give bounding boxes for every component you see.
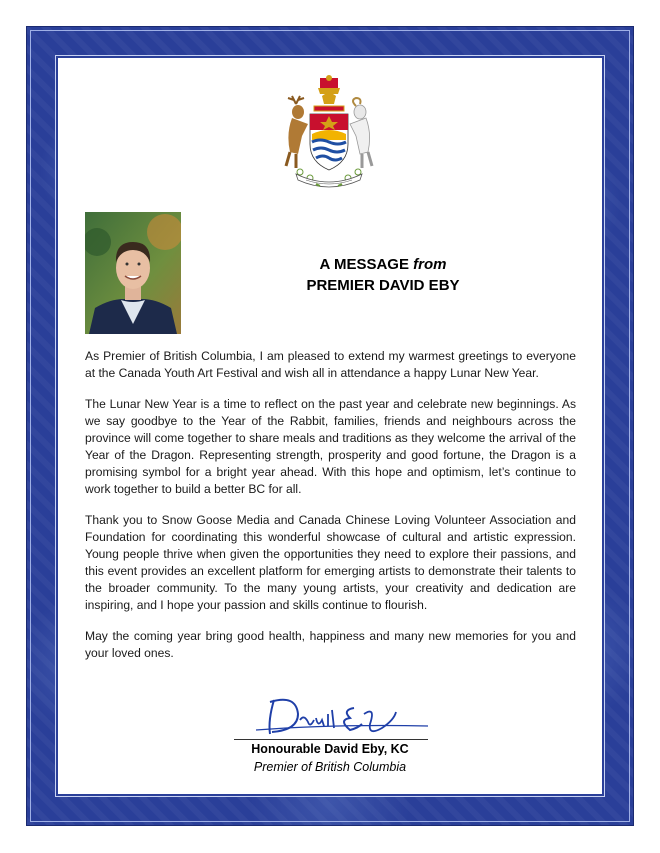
paragraph: The Lunar New Year is a time to reflect on the past year and celebrate new beginnings. As we say goodbye to the Year of the Rabbit, families, friends and neighbours across the province will come together to share meals and traditions as they welcome the arrival of the Year of the Dragon. Representing strength, prosperity and good fortune, the Dragon is a promising symbol for a bright year ahead. With this hope and optimism, let’s continue to work together to build a better BC for all.	[85, 397, 576, 496]
message-heading	[186, 254, 580, 296]
heading-line-2: PREMIER DAVID EBY	[306, 277, 460, 294]
bc-coat-of-arms-icon	[276, 74, 382, 192]
signer-title: Premier of British Columbia	[253, 760, 407, 774]
premier-portrait	[85, 212, 181, 334]
heading-prefix: A MESSAGE	[319, 256, 409, 273]
letter-body	[85, 348, 576, 676]
paragraph: Thank you to Snow Goose Media and Canada Chinese Loving Volunteer Association and Foundation for coordinating this wonderful showcase of cultural and artistic expression. Young people thrive when given the opportunities they need to explore their passions, and this event provides an excellent platform for emerging artists to demonstrate their talents to the broader community. To the many young artists, your creativity and dedication are inspiring, and I hope your passion and skills continue to flourish.	[85, 513, 576, 612]
signer-name: Honourable David Eby, KC	[251, 742, 409, 756]
signature-line	[234, 739, 428, 740]
heading-from: from	[413, 256, 447, 273]
handwritten-signature	[246, 690, 436, 738]
heading-line-1	[186, 254, 580, 275]
paragraph: As Premier of British Columbia, I am pleased to extend my warmest greetings to everyone at the Canada Youth Art Festival and wish all in attendance a happy Lunar New Year.	[85, 349, 576, 380]
paragraph: May the coming year bring good health, happiness and many new memories for you and your loved ones.	[85, 629, 576, 660]
